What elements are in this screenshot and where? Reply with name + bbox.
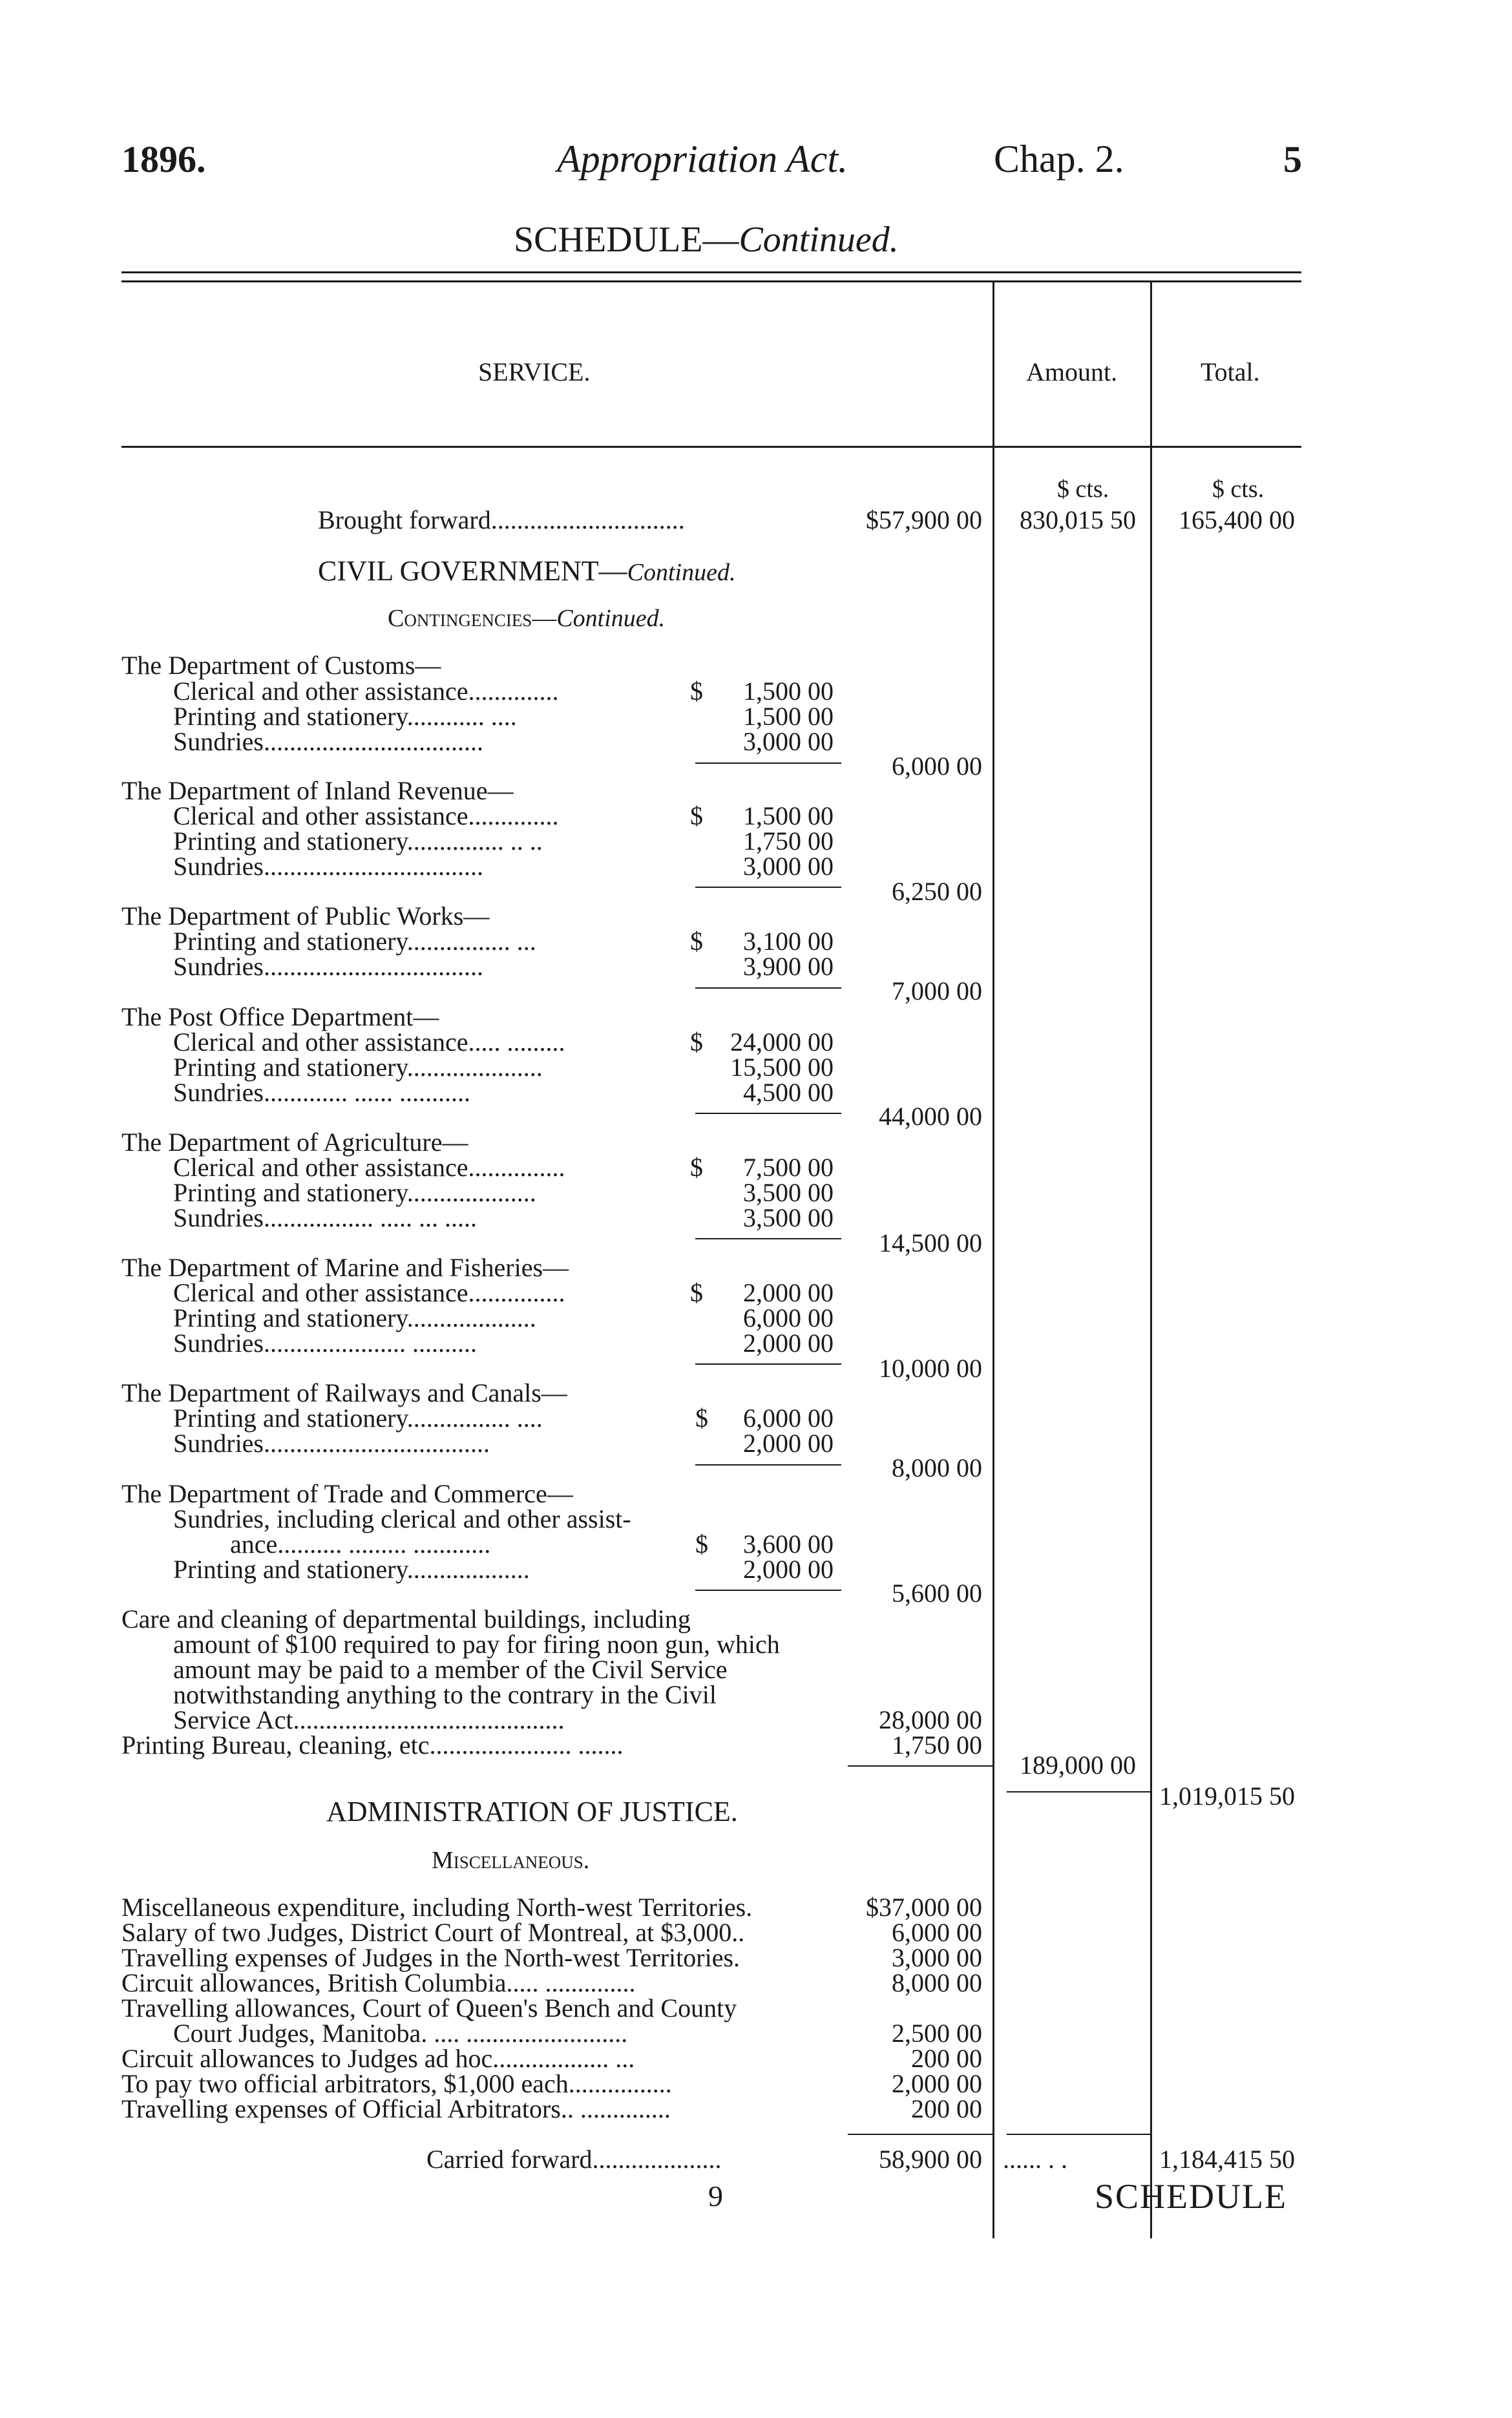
- department-subtotal: 14,500 00: [879, 1228, 982, 1257]
- civil-government-heading: [318, 557, 735, 585]
- contingencies-continued: Continued.: [556, 605, 666, 632]
- justice-item-value: 200 00: [911, 2044, 982, 2073]
- column-rule-total: [1150, 280, 1152, 2238]
- item-value: 2,000 00: [743, 1429, 834, 1458]
- brought-forward-service: $57,900 00: [866, 505, 982, 534]
- subtotal-rule: [695, 1464, 841, 1466]
- item-label: Sundries, including clerical and other assist-: [173, 1504, 631, 1533]
- subtotal-rule: [695, 1113, 841, 1114]
- department-subtotal: 7,000 00: [892, 976, 982, 1005]
- top-rule-1: [121, 271, 1301, 273]
- item-value: 15,500 00: [730, 1053, 834, 1082]
- item-label: Printing and stationery....................: [173, 1178, 536, 1207]
- item-value: 6,000 00: [743, 1303, 834, 1332]
- justice-item-label: Circuit allowances to Judges ad hoc.................. ...: [121, 2044, 635, 2073]
- header-act: Appropriation Act.: [557, 138, 848, 180]
- item-label: Printing and stationery............... .. ..: [173, 826, 543, 856]
- department-subtotal: 6,000 00: [892, 752, 982, 781]
- column-rule-amount: [992, 280, 994, 2238]
- department-title: The Post Office Department—: [121, 1002, 439, 1031]
- header-page-number: 5: [1283, 138, 1302, 180]
- item-label: Printing and stationery................ ....: [173, 1403, 543, 1433]
- item-label: Clerical and other assistance..... .........: [173, 1027, 565, 1057]
- item-dollar: $: [690, 801, 703, 830]
- item-label: Printing and stationery.....................: [173, 1053, 543, 1082]
- item-label: Clerical and other assistance..............: [173, 677, 559, 706]
- miscellaneous-heading: Miscellaneous.: [432, 1847, 590, 1874]
- justice-item-label: Travelling expenses of Judges in the North-west Territories.: [121, 1943, 740, 1972]
- department-title: The Department of Railways and Canals—: [121, 1378, 567, 1407]
- subtotal-rule: [695, 1238, 841, 1239]
- item-value: 3,900 00: [743, 952, 834, 981]
- item-dollar: $: [690, 1153, 703, 1182]
- column-amount-header: Amount.: [1026, 357, 1118, 386]
- item-dollar: $: [695, 1530, 708, 1559]
- contingencies-title: Contingencies—: [388, 605, 557, 632]
- item-label: Printing and stationery....................: [173, 1303, 536, 1332]
- item-dollar: $: [690, 677, 703, 706]
- care-line: notwithstanding anything to the contrary in the Civil: [173, 1680, 717, 1709]
- item-label: Sundries................. ..... ... .....: [173, 1203, 477, 1232]
- schedule-title: [514, 222, 899, 258]
- schedule-title-main: SCHEDULE—: [514, 220, 739, 260]
- department-subtotal: 6,250 00: [892, 877, 982, 906]
- item-value: 24,000 00: [730, 1027, 834, 1057]
- item-label: Sundries............. ...... ...........: [173, 1078, 470, 1107]
- civil-subtotal-rule: [848, 1765, 994, 1767]
- department-title: The Department of Public Works—: [121, 901, 490, 930]
- justice-item-value: 200 00: [911, 2094, 982, 2123]
- justice-item-value: 2,000 00: [892, 2069, 982, 2098]
- carried-forward-total: 1,184,415 50: [1159, 2145, 1295, 2174]
- carried-forward-amount: ...... . .: [1003, 2145, 1067, 2174]
- care-line: Care and cleaning of departmental buildings, including: [121, 1604, 691, 1634]
- department-subtotal: 5,600 00: [892, 1579, 982, 1608]
- subtotal-rule: [695, 887, 841, 888]
- justice-heading: ADMINISTRATION OF JUSTICE.: [326, 1796, 738, 1827]
- carried-forward-label: Carried forward....................: [426, 2145, 722, 2174]
- department-subtotal: 10,000 00: [879, 1354, 982, 1383]
- justice-item-label: Travelling expenses of Official Arbitrators.. ..............: [121, 2094, 671, 2123]
- civil-government-continued: Continued.: [627, 559, 736, 586]
- amount-subtotal-rule: [1007, 1791, 1150, 1792]
- civil-government-title: CIVIL GOVERNMENT—: [318, 555, 627, 587]
- carried-forward-rule: [848, 2134, 994, 2135]
- justice-item-label: Circuit allowances, British Columbia..... ..............: [121, 1968, 636, 1997]
- department-subtotal: 44,000 00: [879, 1102, 982, 1131]
- schedule-title-continued: Continued.: [739, 220, 899, 260]
- printing-bureau-value: 1,750 00: [892, 1730, 982, 1760]
- civil-government-amount: 189,000 00: [1020, 1750, 1136, 1780]
- item-value: 1,500 00: [743, 702, 834, 731]
- contingencies-heading: [388, 606, 665, 631]
- item-label: Clerical and other assistance...............: [173, 1278, 565, 1307]
- justice-item-value: 3,000 00: [892, 1943, 982, 1972]
- subtotal-rule: [695, 1363, 841, 1365]
- amount-units: $ cts.: [1057, 476, 1109, 503]
- subtotal-rule: [695, 762, 841, 764]
- item-value: 3,000 00: [743, 852, 834, 881]
- item-value: 3,500 00: [743, 1178, 834, 1207]
- item-value: 6,000 00: [743, 1403, 834, 1433]
- header-underline: [121, 446, 1301, 448]
- item-label: ance.......... ......... ............: [230, 1530, 491, 1559]
- item-dollar: $: [690, 1027, 703, 1057]
- department-title: The Department of Inland Revenue—: [121, 776, 514, 805]
- item-value: 3,000 00: [743, 727, 834, 756]
- item-label: Printing and stationery............ ....: [173, 702, 517, 731]
- item-label: Printing and stationery................ ...: [173, 927, 536, 956]
- item-value: 3,100 00: [743, 927, 834, 956]
- justice-item-label: Miscellaneous expenditure, including North-west Territories.: [121, 1893, 753, 1922]
- care-line: amount of $100 required to pay for firing noon gun, which: [173, 1630, 780, 1659]
- catchword: SCHEDULE: [1095, 2177, 1287, 2216]
- care-value: 28,000 00: [879, 1705, 982, 1734]
- item-value: 3,500 00: [743, 1203, 834, 1232]
- justice-item-value: $37,000 00: [866, 1893, 982, 1922]
- total-units: $ cts.: [1212, 476, 1265, 503]
- department-title: The Department of Marine and Fisheries—: [121, 1253, 569, 1282]
- item-value: 7,500 00: [743, 1153, 834, 1182]
- justice-item-value: 8,000 00: [892, 1968, 982, 1997]
- item-dollar: $: [695, 1403, 708, 1433]
- item-value: 2,000 00: [743, 1278, 834, 1307]
- column-service-header: SERVICE.: [478, 357, 591, 386]
- justice-item-value: 6,000 00: [892, 1918, 982, 1947]
- item-value: 1,500 00: [743, 677, 834, 706]
- justice-item-label: To pay two official arbitrators, $1,000 each................: [121, 2069, 672, 2098]
- header-year: 1896.: [121, 138, 206, 180]
- care-line: amount may be paid to a member of the Civil Service: [173, 1655, 728, 1684]
- item-label: Clerical and other assistance...............: [173, 1153, 565, 1182]
- department-title: The Department of Customs—: [121, 651, 441, 680]
- header-chap: Chap. 2.: [994, 138, 1124, 180]
- item-value: 1,750 00: [743, 826, 834, 856]
- brought-forward-label: Brought forward..............................: [318, 505, 685, 534]
- signature-mark: 9: [708, 2180, 723, 2213]
- civil-government-total: 1,019,015 50: [1159, 1782, 1295, 1811]
- item-dollar: $: [690, 1278, 703, 1307]
- carried-forward-service: 58,900 00: [879, 2145, 982, 2174]
- brought-forward-total: 165,400 00: [1179, 505, 1295, 534]
- item-value: 2,000 00: [743, 1555, 834, 1584]
- top-rule-2: [121, 280, 1301, 282]
- item-label: Printing and stationery...................: [173, 1555, 530, 1584]
- justice-item-label: Travelling allowances, Court of Queen's Bench and County: [121, 1993, 737, 2023]
- item-label: Sundries..................................: [173, 727, 483, 756]
- care-line: Service Act..........................................: [173, 1705, 565, 1734]
- justice-item-label: Salary of two Judges, District Court of Montreal, at $3,000..: [121, 1918, 745, 1947]
- department-title: The Department of Trade and Commerce—: [121, 1479, 573, 1508]
- item-value: 4,500 00: [743, 1078, 834, 1107]
- subtotal-rule: [695, 987, 841, 989]
- item-label: Sundries..................................: [173, 952, 483, 981]
- justice-item-value: 2,500 00: [892, 2019, 982, 2048]
- department-title: The Department of Agriculture—: [121, 1128, 468, 1157]
- item-label: Sundries...................................: [173, 1429, 490, 1458]
- carried-forward-rule-amount: [1007, 2134, 1150, 2135]
- department-subtotal: 8,000 00: [892, 1453, 982, 1482]
- item-dollar: $: [690, 927, 703, 956]
- item-value: 3,600 00: [743, 1530, 834, 1559]
- justice-item-label: Court Judges, Manitoba. .... .........................: [173, 2019, 628, 2048]
- item-value: 2,000 00: [743, 1329, 834, 1358]
- printing-bureau-label: Printing Bureau, cleaning, etc...................... .......: [121, 1730, 624, 1760]
- item-label: Sundries..................................: [173, 852, 483, 881]
- item-label: Clerical and other assistance..............: [173, 801, 559, 830]
- brought-forward-amount: 830,015 50: [1020, 505, 1136, 534]
- item-label: Sundries...................... ..........: [173, 1329, 477, 1358]
- subtotal-rule: [695, 1590, 841, 1591]
- column-total-header: Total.: [1201, 357, 1260, 386]
- item-value: 1,500 00: [743, 801, 834, 830]
